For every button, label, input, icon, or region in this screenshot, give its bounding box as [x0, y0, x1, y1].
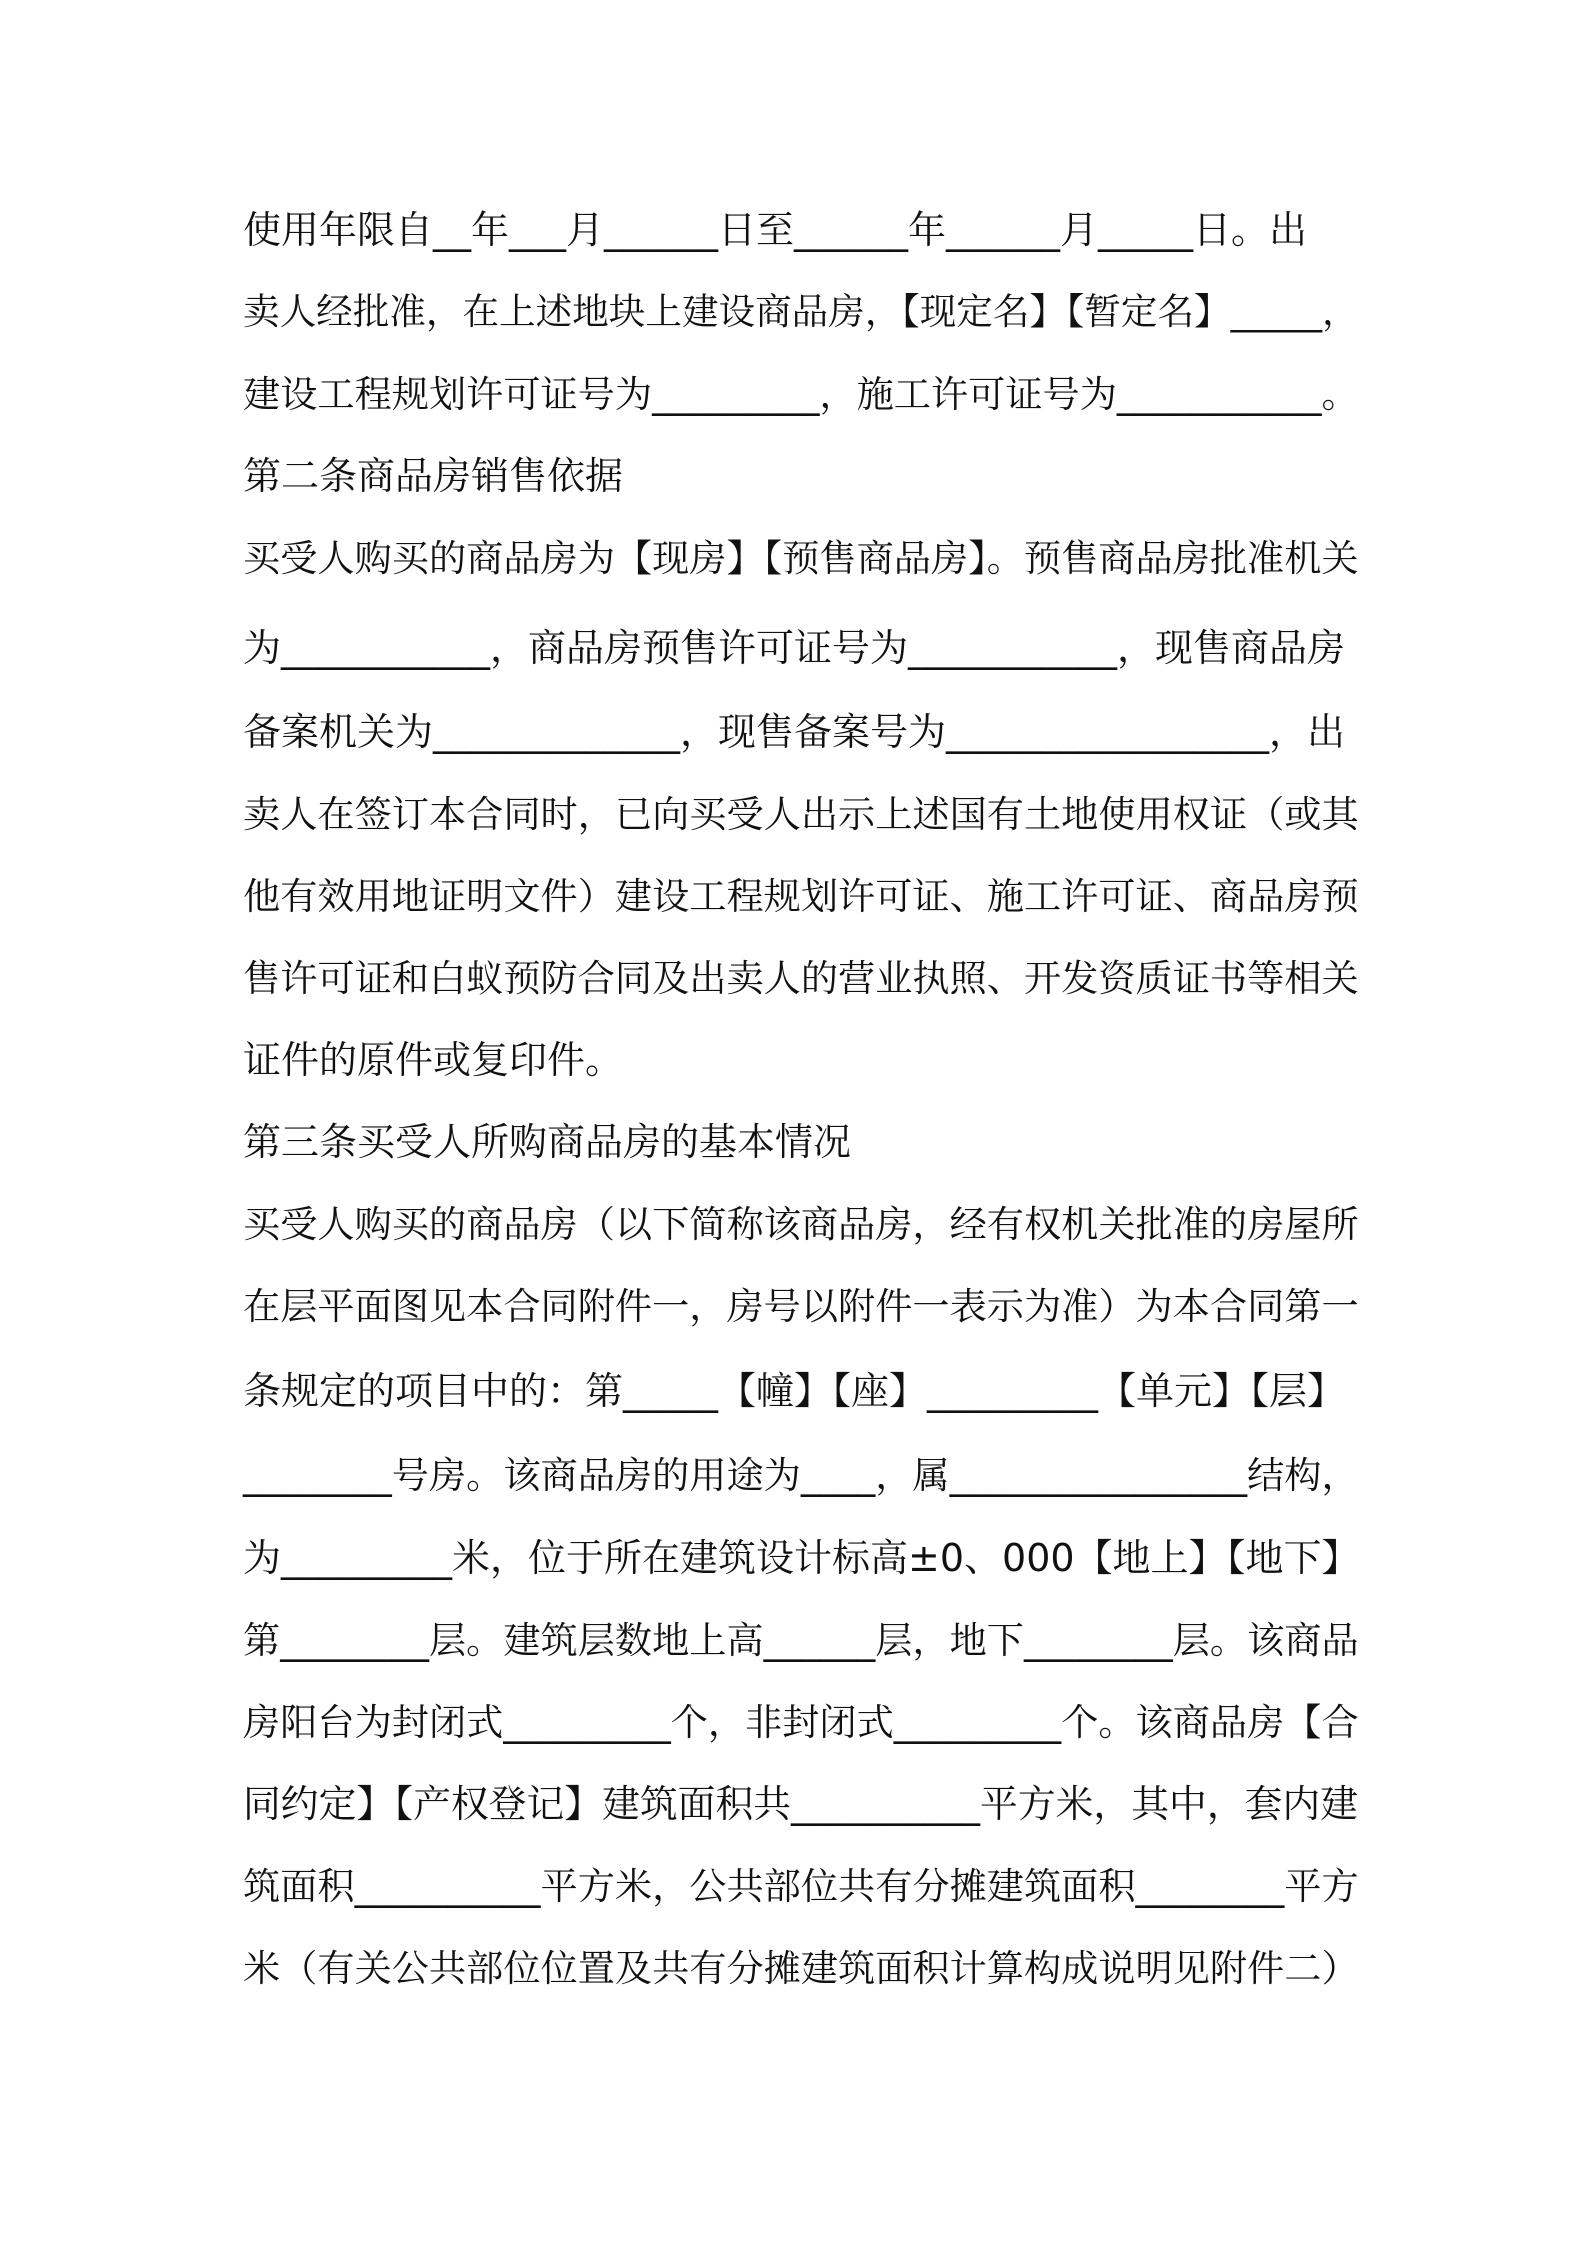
- text-line: 米（有关公共部位位置及共有分摊建筑面积计算构成说明见附件二）: [243, 1946, 1359, 1990]
- text-line: 为_________米，位于所在建筑设计标高±0、000【地上】【地下】: [243, 1536, 1360, 1580]
- text-line: 售许可证和白蚁预防合同及出卖人的营业执照、开发资质证书等相关: [243, 956, 1359, 1000]
- text-line: 备案机关为_____________，现售备案号为_________________，出: [243, 710, 1346, 754]
- text-line: 使用年限自__年___月______日至______年______月_____日。出: [243, 208, 1308, 252]
- text-line: ________号房。该商品房的用途为____，属________________结构，: [243, 1453, 1359, 1497]
- text-line: 买受人购买的商品房（以下简称该商品房，经有权机关批准的房屋所: [243, 1202, 1359, 1246]
- text-line: 第________层。建筑层数地上高______层，地下________层。该商品: [243, 1618, 1359, 1662]
- text-line: 建设工程规划许可证号为_________，施工许可证号为___________。: [243, 372, 1359, 416]
- text-line: 卖人经批准，在上述地块上建设商品房，【现定名】【暂定名】_____，: [243, 290, 1359, 333]
- text-line: 房阳台为封闭式_________个，非封闭式_________个。该商品房【合: [243, 1700, 1359, 1744]
- text-line: 证件的原件或复印件。: [243, 1038, 624, 1082]
- text-line: 他有效用地证明文件）建设工程规划许可证、施工许可证、商品房预: [243, 874, 1359, 918]
- text-line: 同约定】【产权登记】建筑面积共__________平方米，其中，套内建: [243, 1782, 1359, 1826]
- section-heading: 第三条买受人所购商品房的基本情况: [243, 1120, 852, 1164]
- text-line: 买受人购买的商品房为【现房】【预售商品房】。预售商品房批准机关: [243, 536, 1359, 580]
- text-line: 为___________，商品房预售许可证号为___________，现售商品房: [243, 626, 1346, 670]
- text-line: 筑面积__________平方米，公共部位共有分摊建筑面积________平方: [243, 1864, 1359, 1908]
- section-heading: 第二条商品房销售依据: [243, 454, 624, 498]
- text-line: 卖人在签订本合同时，已向买受人出示上述国有土地使用权证（或其: [243, 792, 1359, 836]
- text-line: 在层平面图见本合同附件一，房号以附件一表示为准）为本合同第一: [243, 1284, 1359, 1328]
- text-line: 条规定的项目中的：第_____【幢】【座】_________【单元】【层】: [243, 1369, 1346, 1413]
